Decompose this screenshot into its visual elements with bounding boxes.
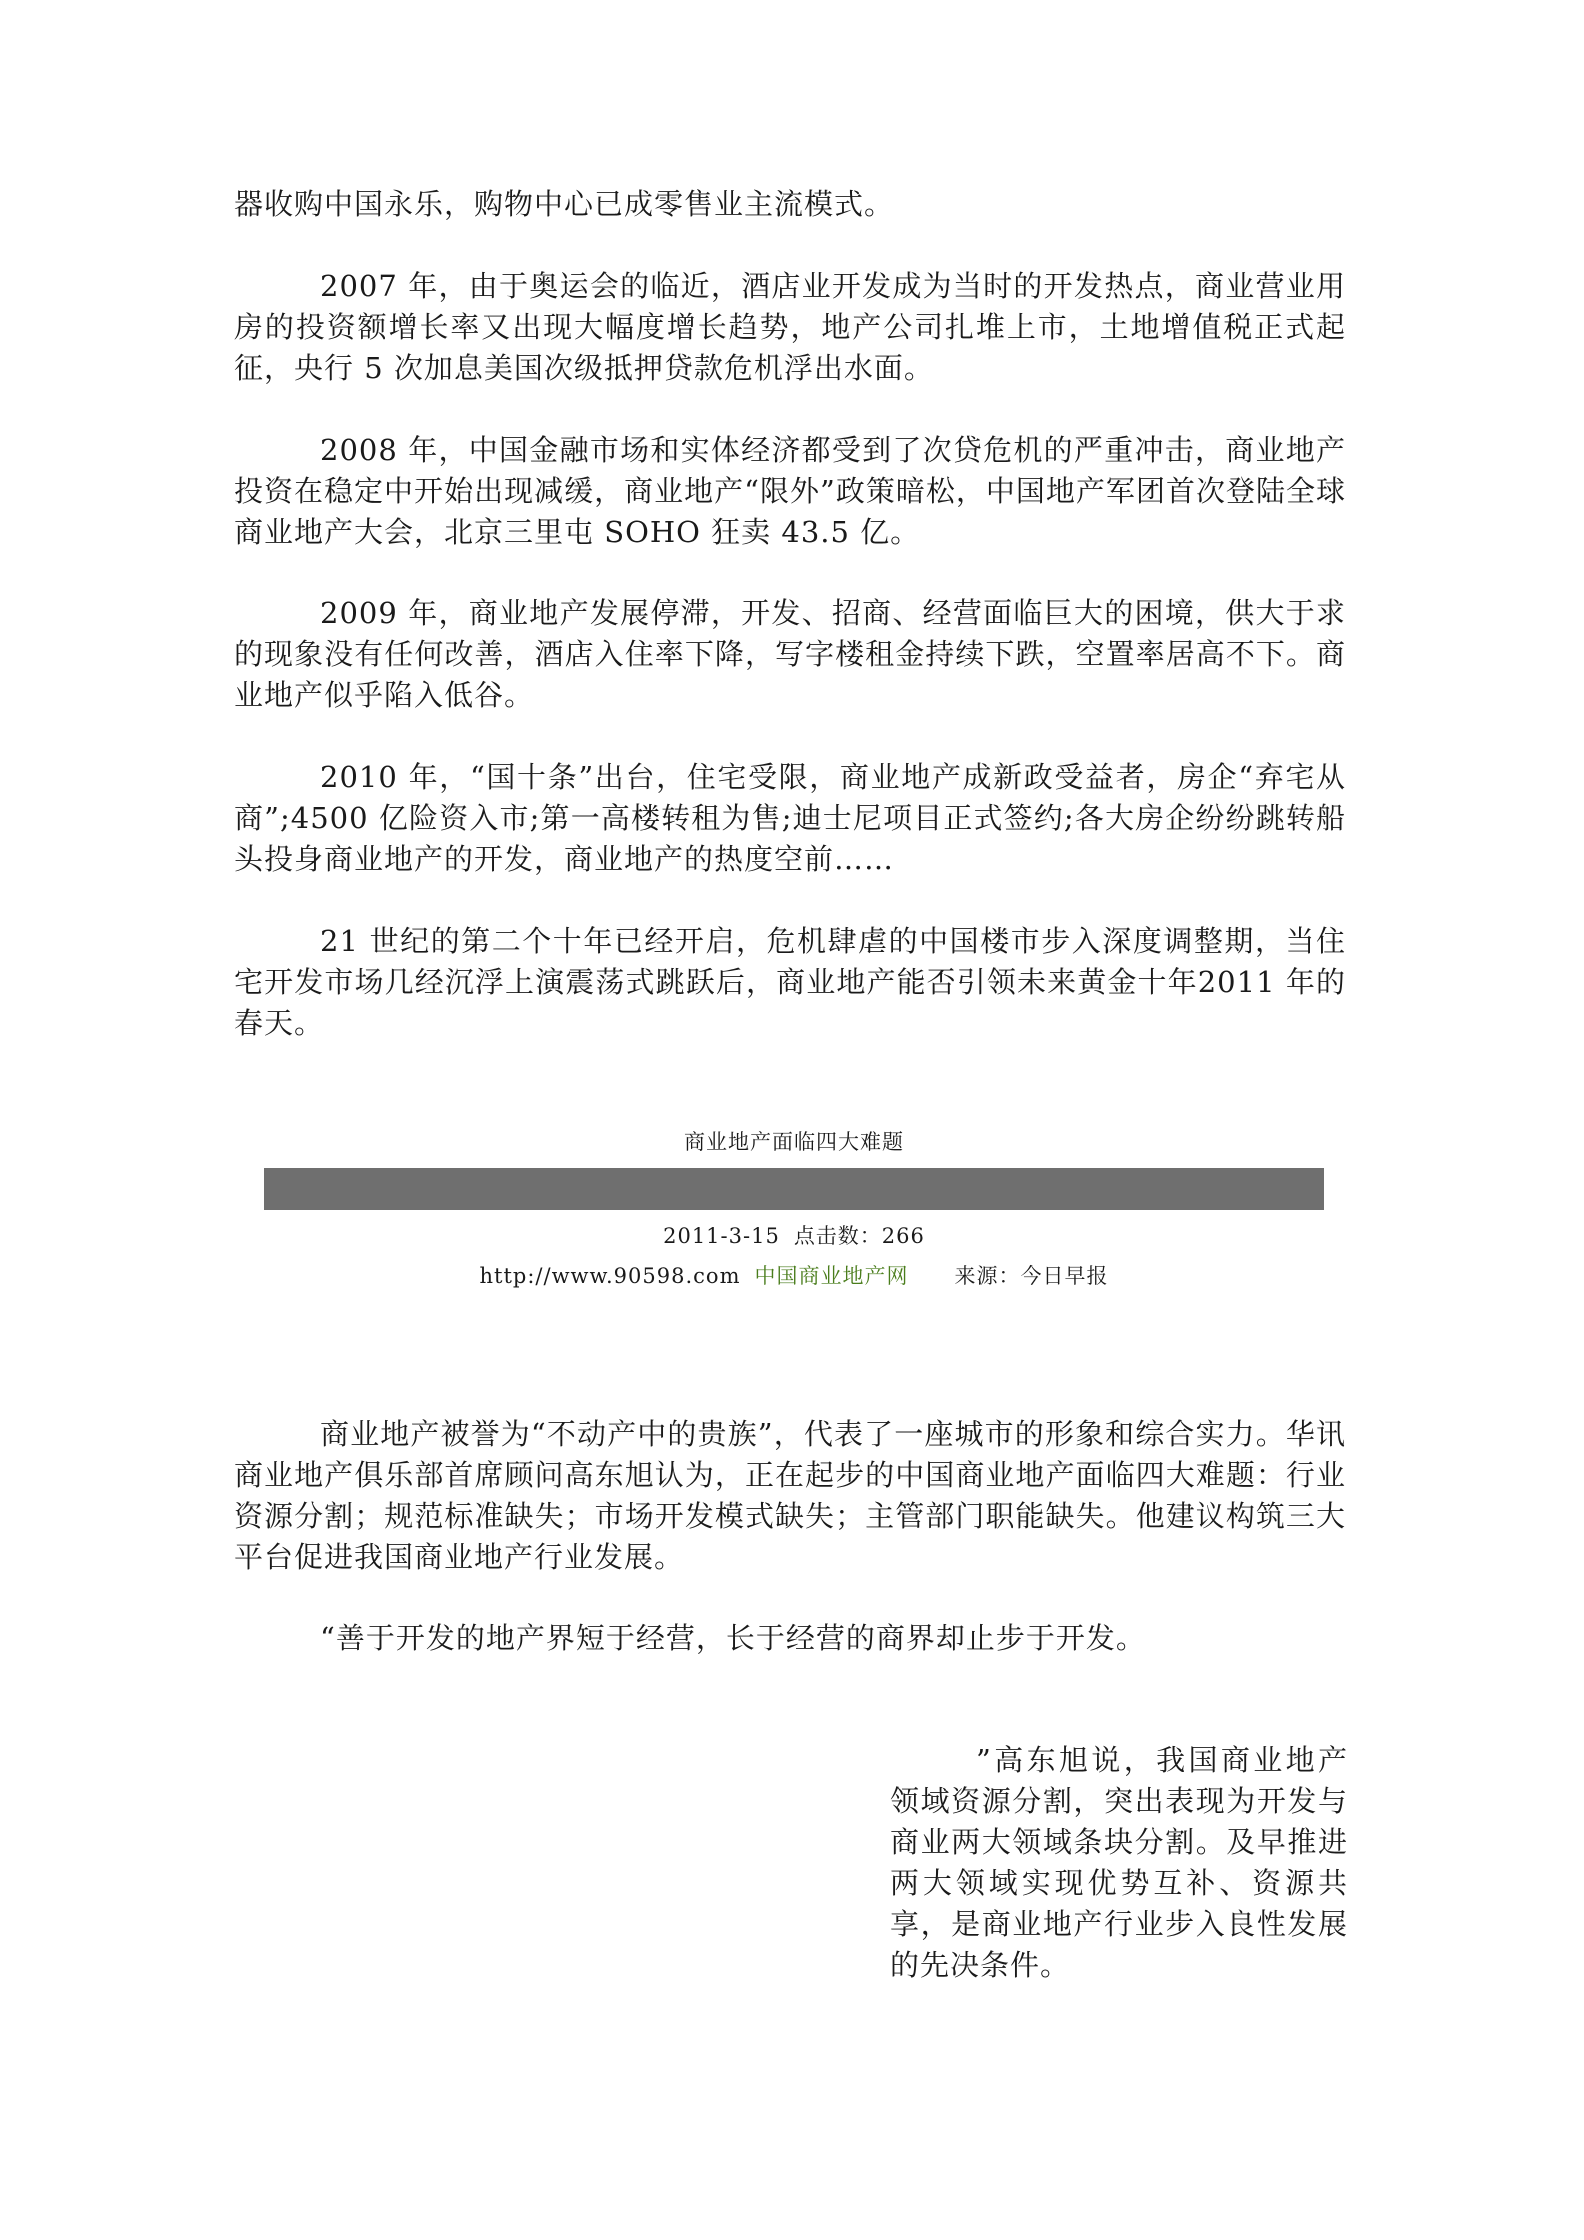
paragraph-2010: 2010 年，“国十条”出台，住宅受限，商业地产成新政受益者，房企“弃宅从商”;4500 亿险资入市;第一高楼转租为售;迪士尼项目正式签约;各大房企纷纷跳转船头投身商业地产的开发，商业地产的热度空前…… [234, 760, 1346, 876]
paragraph-quote-close: ”高东旭说，我国商业地产领域资源分割，突出表现为开发与商业两大领域条块分割。及早推进两大领域实现优势互补、资源共享，是商业地产行业步入良性发展的先决条件。 [890, 1743, 1348, 1982]
article-title: 商业地产面临四大难题 [684, 1130, 904, 1154]
site-url-link[interactable]: http://www.90598.com [479, 1264, 741, 1288]
paragraph-2008: 2008 年，中国金融市场和实体经济都受到了次贷危机的严重冲击，商业地产投资在稳定中开始出现减缓，商业地产“限外”政策暗松，中国地产军团首次登陆全球商业地产大会，北京三里屯 SOHO 狂卖 43.5 亿。 [234, 433, 1346, 549]
paragraph-2007: 2007 年，由于奥运会的临近，酒店业开发成为当时的开发热点，商业营业用房的投资额增长率又出现大幅度增长趋势，地产公司扎堆上市，土地增值税正式起征，央行 5 次加息美国次级抵押贷款危机浮出水面。 [234, 269, 1346, 385]
paragraph-intro-continuation: 器收购中国永乐，购物中心已成零售业主流模式。 [234, 187, 895, 221]
article-meta-source [264, 1262, 1324, 1290]
paragraph-2009: 2009 年，商业地产发展停滞，开发、招商、经营面临巨大的困境，供大于求的现象没有任何改善，酒店入住率下降，写字楼租金持续下跌，空置率居高不下。商业地产似乎陷入低谷。 [234, 596, 1346, 712]
article-meta-date [264, 1222, 1324, 1250]
article-source: 来源：今日早报 [954, 1264, 1109, 1288]
click-count: 点击数：266 [793, 1224, 925, 1248]
paragraph-body-intro: 商业地产被誉为“不动产中的贵族”，代表了一座城市的形象和综合实力。华讯商业地产俱乐部首席顾问高东旭认为，正在起步的中国商业地产面临四大难题：行业资源分割；规范标准缺失；市场开发模式缺失；主管部门职能缺失。他建议构筑三大平台促进我国商业地产行业发展。 [234, 1417, 1346, 1574]
site-name-link[interactable]: 中国商业地产网 [754, 1264, 909, 1288]
paragraph-21st-century: 21 世纪的第二个十年已经开启，危机肆虐的中国楼市步入深度调整期，当住宅开发市场几经沉浮上演震荡式跳跃后，商业地产能否引领未来黄金十年2011 年的春天。 [234, 924, 1346, 1040]
title-divider-bar [264, 1168, 1324, 1210]
paragraph-quote-open: “善于开发的地产界短于经营，长于经营的商界却止步于开发。 [320, 1621, 1146, 1655]
publish-date: 2011-3-15 [663, 1224, 780, 1248]
